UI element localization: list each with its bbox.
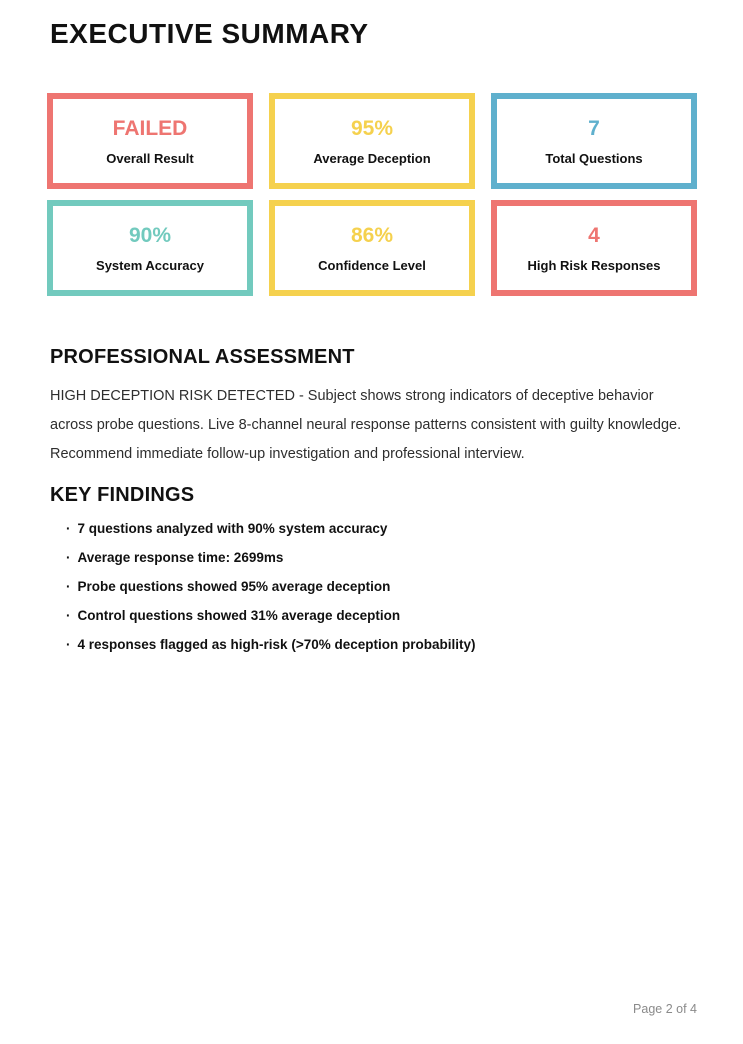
stat-card-label: Overall Result bbox=[106, 150, 194, 166]
finding-item bbox=[66, 638, 475, 652]
stat-card-value: 4 bbox=[588, 223, 600, 247]
stat-card-label: Average Deception bbox=[313, 150, 431, 166]
stat-card bbox=[47, 200, 253, 296]
stat-card bbox=[47, 93, 253, 189]
bullet-dot-icon: · bbox=[66, 608, 71, 623]
stat-card-label: System Accuracy bbox=[96, 257, 204, 273]
stat-card-value: 90% bbox=[128, 223, 172, 247]
stat-card bbox=[269, 200, 475, 296]
stat-card-value: 86% bbox=[350, 223, 394, 247]
page-title: EXECUTIVE SUMMARY bbox=[50, 18, 369, 49]
finding-text: Average response time: 2699ms bbox=[77, 550, 284, 565]
assessment-heading: PROFESSIONAL ASSESSMENT bbox=[50, 346, 355, 368]
bullet-dot-icon: · bbox=[66, 637, 71, 652]
stat-card-value: FAILED bbox=[112, 116, 188, 140]
finding-text: 7 questions analyzed with 90% system accuracy bbox=[77, 521, 388, 536]
finding-text: Probe questions showed 95% average deception bbox=[77, 579, 391, 594]
stat-card-label: High Risk Responses bbox=[527, 257, 661, 273]
key-findings-list bbox=[66, 522, 475, 667]
stat-card-value: 95% bbox=[350, 116, 394, 140]
page-number: Page 2 of 4 bbox=[633, 1002, 697, 1016]
stat-card-label: Confidence Level bbox=[318, 257, 426, 273]
finding-item bbox=[66, 609, 475, 623]
bullet-dot-icon: · bbox=[66, 579, 71, 594]
bullet-dot-icon: · bbox=[66, 550, 71, 565]
stat-card bbox=[491, 200, 697, 296]
stat-card bbox=[491, 93, 697, 189]
finding-item bbox=[66, 551, 475, 565]
finding-item bbox=[66, 522, 475, 536]
finding-item bbox=[66, 580, 475, 594]
summary-cards-grid bbox=[47, 93, 697, 296]
stat-card-value: 7 bbox=[588, 116, 600, 140]
assessment-body-text: HIGH DECEPTION RISK DETECTED - Subject shows strong indicators of deceptive behavior across probe questions. Live 8-channel neural response patterns consistent with guilty knowledge. Recommend immediate follow-up investigation and professional interview. bbox=[50, 388, 682, 462]
stat-card bbox=[269, 93, 475, 189]
key-findings-heading: KEY FINDINGS bbox=[50, 484, 195, 506]
stat-card-label: Total Questions bbox=[545, 150, 643, 166]
finding-text: 4 responses flagged as high-risk (>70% deception probability) bbox=[77, 637, 476, 652]
bullet-dot-icon: · bbox=[66, 521, 71, 536]
finding-text: Control questions showed 31% average deception bbox=[77, 608, 401, 623]
